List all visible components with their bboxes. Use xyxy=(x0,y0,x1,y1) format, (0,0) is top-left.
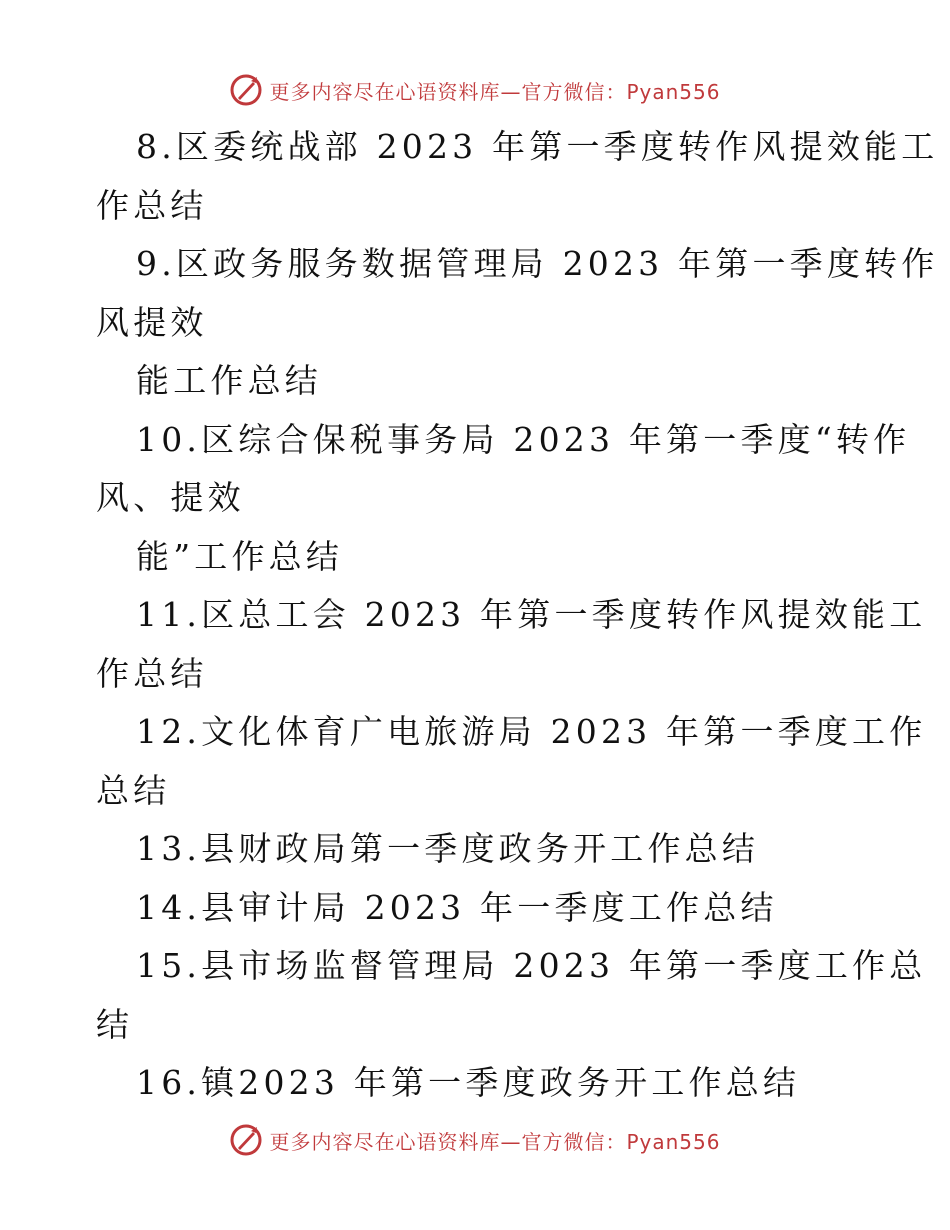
list-item-line: 作总结 xyxy=(96,653,208,693)
list-item-line: 8.区委统战部 2023 年第一季度转作风提效能工 xyxy=(136,127,939,166)
footer-watermark xyxy=(0,1120,950,1160)
quill-logo-icon xyxy=(229,73,263,107)
list-item-line: 14.县审计局 2023 年一季度工作总结 xyxy=(136,887,778,927)
watermark-text: 更多内容尽在心语资料库—官方微信：Pyan556 xyxy=(269,79,721,104)
header-watermark xyxy=(0,70,950,110)
quill-logo-icon xyxy=(229,1123,263,1157)
list-item-line: 13.县财政局第一季度政务开工作总结 xyxy=(136,829,760,868)
list-item-line: 能工作总结 xyxy=(136,361,322,400)
list-item-line: 12.文化体育广电旅游局 2023 年第一季度工作 xyxy=(136,712,927,751)
document-body xyxy=(96,118,939,1113)
list-item-line: 风、提效 xyxy=(96,478,245,517)
watermark-text: 更多内容尽在心语资料库—官方微信：Pyan556 xyxy=(269,1129,721,1154)
list-item-line: 9.区政务服务数据管理局 2023 年第一季度转作 xyxy=(136,244,939,283)
list-item-line: 总结 xyxy=(96,770,171,810)
list-item-line: 作总结 xyxy=(96,185,208,225)
list-item-line: 10.区综合保税事务局 2023 年第一季度“转作 xyxy=(136,419,911,459)
list-item-line: 结 xyxy=(96,1004,134,1044)
list-item-line: 风提效 xyxy=(96,302,208,342)
list-item-line: 11.区总工会 2023 年第一季度转作风提效能工 xyxy=(136,595,927,634)
list-item-line: 15.县市场监督管理局 2023 年第一季度工作总 xyxy=(136,946,927,985)
list-item-line: 16.镇2023 年第一季度政务开工作总结 xyxy=(136,1063,801,1102)
list-item-line: 能”工作总结 xyxy=(136,536,344,576)
